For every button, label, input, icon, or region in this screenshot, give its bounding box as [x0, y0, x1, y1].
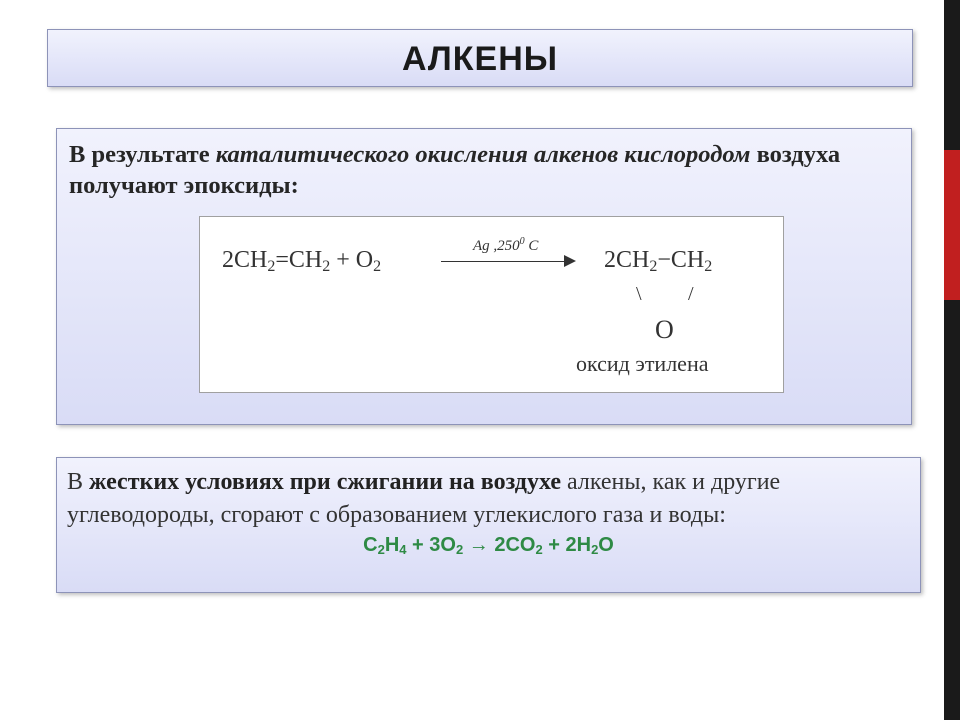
- combustion-text-emphasis: жестких условиях при сжигании на воздухе: [89, 469, 561, 495]
- subscript: 2: [535, 542, 543, 557]
- subscript: 2: [591, 542, 599, 557]
- subscript: 2: [322, 258, 331, 275]
- degree-superscript: 0: [519, 236, 525, 247]
- combustion-text-part1: В: [67, 469, 90, 495]
- temperature-unit: C: [524, 238, 539, 254]
- product-name: оксид этилена: [576, 351, 709, 376]
- subscript: 2: [377, 542, 385, 557]
- reactant-ch2: 2CH: [222, 247, 268, 273]
- products: [604, 247, 712, 276]
- reaction-arrow: [441, 261, 571, 262]
- catalyst-temperature: Ag ,250: [473, 238, 520, 254]
- reactant-o2: + O: [330, 247, 374, 273]
- oxidation-text: [69, 139, 899, 201]
- oxidation-text-part3: воздуха получают эпоксиды:: [69, 141, 841, 199]
- oxidation-panel: [56, 128, 912, 425]
- reaction-conditions: [473, 236, 538, 255]
- oxidation-text-part1: В результате: [69, 141, 216, 168]
- eq2-term: + 2H: [542, 534, 592, 556]
- eq2-term: + 3O: [406, 534, 456, 556]
- subscript: 2: [704, 258, 713, 275]
- eq2-term: O: [598, 534, 614, 556]
- product-ch2: 2CH: [604, 247, 650, 273]
- combustion-equation: [57, 534, 920, 557]
- reaction-arrow-head: [564, 255, 576, 267]
- reactants: [222, 247, 381, 276]
- combustion-panel: [56, 457, 921, 593]
- title-panel: [47, 29, 913, 87]
- oxygen-atom: O: [655, 315, 674, 344]
- combustion-text-part3: алкены, как и другие углеводороды, сгорают с образованием углекислого газа и воды:: [67, 469, 781, 528]
- subscript: 2: [455, 542, 464, 557]
- eq2-term: H: [384, 534, 400, 556]
- bond-left: \: [636, 283, 642, 305]
- eq2-term: C: [363, 534, 378, 556]
- page-title: АЛКЕНЫ: [401, 40, 559, 78]
- eq2-term: → 2CO: [463, 534, 536, 556]
- product-ch2-single: −CH: [657, 247, 705, 273]
- subscript: 2: [267, 258, 276, 275]
- combustion-text: [67, 466, 912, 532]
- bond-right: /: [688, 283, 694, 305]
- right-accent-bar: [944, 0, 960, 720]
- epoxidation-equation-box: [199, 216, 784, 393]
- subscript: 2: [373, 258, 382, 275]
- oxidation-text-emphasis: каталитического окисления алкенов кислородом: [215, 141, 751, 168]
- subscript: 2: [649, 258, 658, 275]
- subscript: 4: [399, 542, 407, 557]
- reactant-ch2-double: =CH: [275, 247, 323, 273]
